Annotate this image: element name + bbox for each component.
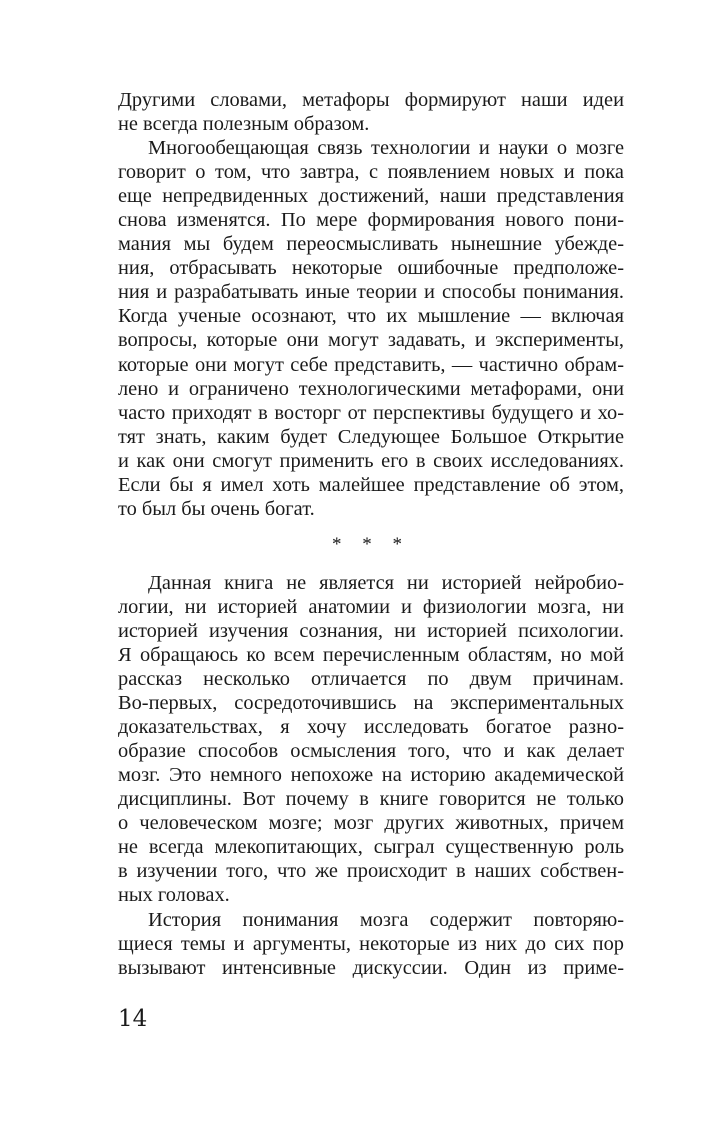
text-line: Другими словами, метафоры формируют наши идеи — [118, 89, 624, 111]
text-line: Данная книга не является ни историей нейробио- — [148, 571, 624, 594]
text-line: ния и разрабатывать иные теории и способы понимания. — [118, 281, 624, 304]
paragraph-3 — [118, 571, 624, 908]
paragraph-2 — [118, 136, 624, 521]
text-line: не всегда млекопитающих, сыграл существенную роль — [118, 836, 624, 859]
text-line: мозг. Это немного непохоже на историю академической — [118, 764, 624, 787]
text-line: историей изучения сознания, ни историей психологии. — [118, 619, 624, 642]
text-line: образие способов осмысления того, что и как делает — [118, 740, 624, 763]
text-line: тят знать, каким будет Следующее Большое Открытие — [118, 425, 624, 448]
text-line: вызывают интенсивные дискуссии. Один из приме- — [118, 956, 624, 979]
text-line: то был бы очень богат. — [118, 497, 315, 520]
paragraph-4 — [118, 908, 624, 980]
text-line: ния, отбрасывать некоторые ошибочные предположе- — [118, 257, 624, 280]
text-line: Когда ученые осознают, что их мышление — включая — [118, 305, 624, 328]
text-line: мания мы будем переосмысливать нынешние убежде- — [118, 233, 624, 256]
text-line: История понимания мозга содержит повторяю- — [148, 908, 624, 931]
text-line: лено и ограничено технологическими метафорами, они — [118, 377, 624, 400]
text-line: Многообещающая связь технологии и науки о мозге — [148, 137, 624, 160]
paragraph-1 — [118, 88, 624, 136]
text-line: говорит о том, что завтра, с появлением новых и пока — [118, 161, 624, 184]
text-line: не всегда полезным образом. — [118, 113, 370, 136]
text-line: снова изменятся. По мере формирования нового пони- — [118, 209, 624, 232]
section-separator: * * * — [332, 533, 410, 555]
text-line: и как они смогут применить его в своих исследованиях. — [118, 449, 624, 472]
text-line: логии, ни историей анатомии и физиологии мозга, ни — [118, 595, 624, 618]
text-line: ных головах. — [118, 884, 230, 907]
page-body — [118, 88, 624, 980]
text-line: в изучении того, что же происходит в наших собствен- — [118, 860, 624, 883]
text-line: Я обращаюсь ко всем перечисленным областям, но мой — [118, 643, 624, 666]
text-line: еще непредвиденных достижений, наши представления — [118, 185, 624, 208]
text-line: Во-первых, сосредоточившись на экспериментальных — [118, 692, 624, 715]
text-line: дисциплины. Вот почему в книге говорится не только — [118, 788, 624, 811]
text-line: вопросы, которые они могут задавать, и эксперименты, — [118, 329, 624, 352]
text-line: рассказ несколько отличается по двум причинам. — [118, 668, 624, 691]
text-line: Если бы я имел хоть малейшее представление об этом, — [118, 473, 624, 496]
text-line: которые они могут себе представить, — частично обрам- — [118, 353, 624, 376]
text-line: щиеся темы и аргументы, некоторые из них до сих пор — [118, 932, 624, 955]
text-line: доказательствах, я хочу исследовать богатое разно- — [118, 716, 624, 739]
page-number: 14 — [118, 1006, 148, 1032]
text-line: о человеческом мозге; мозг других животных, причем — [118, 812, 624, 835]
text-line: часто приходят в восторг от перспективы будущего и хо- — [118, 401, 624, 424]
